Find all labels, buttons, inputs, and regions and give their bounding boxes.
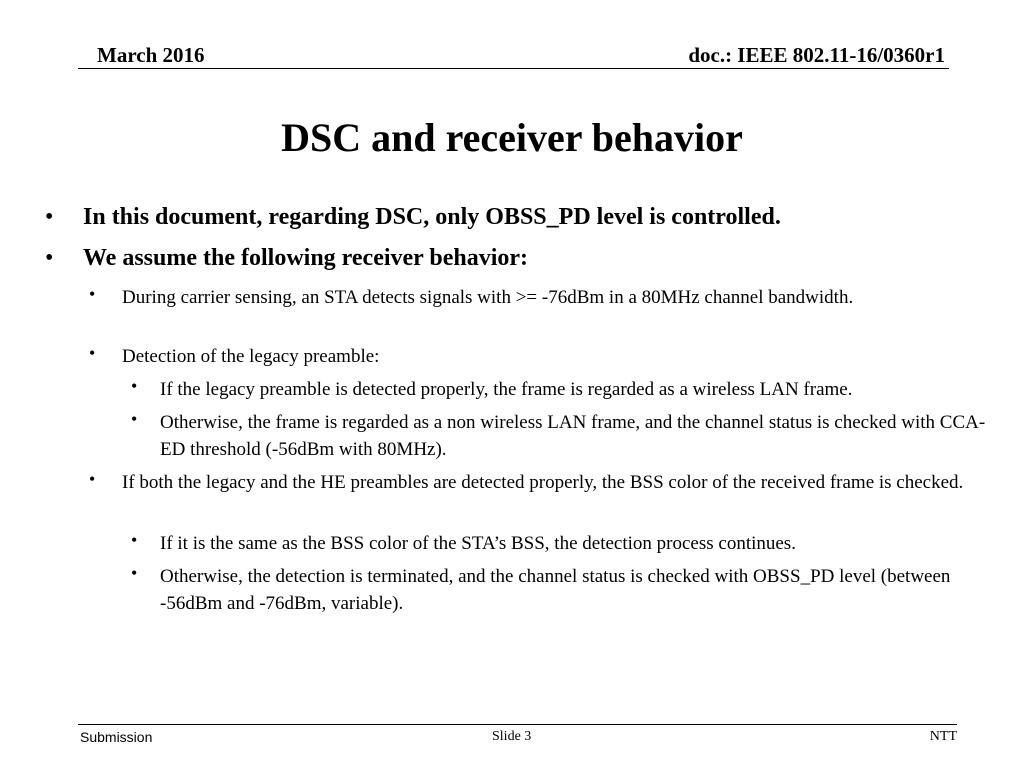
footer-slide-number: Slide 3 <box>492 729 532 744</box>
bullet-marker: • <box>131 376 138 396</box>
bullet-text: Otherwise, the detection is terminated, and the channel status is checked with OBSS_PD level (between -56dBm and -76dBm, variable). <box>160 566 951 614</box>
bullet-text: If it is the same as the BSS color of the STA’s BSS, the detection process continues. <box>160 533 796 554</box>
header-doc-id: doc.: IEEE 802.11-16/0360r1 <box>688 43 945 67</box>
bullet-text: If the legacy preamble is detected properly, the frame is regarded as a wireless LAN frame. <box>160 379 853 400</box>
bullet-marker: • <box>89 469 96 489</box>
bullet-text: In this document, regarding DSC, only OBSS_PD level is controlled. <box>83 204 781 230</box>
footer-submission: Submission <box>80 729 153 745</box>
bullet-marker: • <box>89 284 96 304</box>
bullet-marker: • <box>131 563 138 583</box>
bullet-text: Detection of the legacy preamble: <box>122 346 380 367</box>
footer-organization: NTT <box>929 729 957 744</box>
bullet-marker: • <box>45 204 54 230</box>
bullet-text: Otherwise, the frame is regarded as a non wireless LAN frame, and the channel status is checked with CCA-ED threshold (-56dBm with 80MHz). <box>160 412 986 460</box>
bullet-text: If both the legacy and the HE preambles are detected properly, the BSS color of the received frame is checked. <box>122 472 964 493</box>
bullet-marker: • <box>45 245 54 271</box>
bullet-marker: • <box>89 343 96 363</box>
footer-divider <box>78 724 957 725</box>
bullet-text: We assume the following receiver behavior: <box>83 245 529 271</box>
bullet-text: During carrier sensing, an STA detects signals with >= -76dBm in a 80MHz channel bandwidth. <box>122 287 854 308</box>
header-divider <box>78 68 949 69</box>
bullet-marker: • <box>131 530 138 550</box>
bullet-marker: • <box>131 409 138 429</box>
header-date: March 2016 <box>97 43 205 67</box>
slide-title: DSC and receiver behavior <box>281 115 743 160</box>
